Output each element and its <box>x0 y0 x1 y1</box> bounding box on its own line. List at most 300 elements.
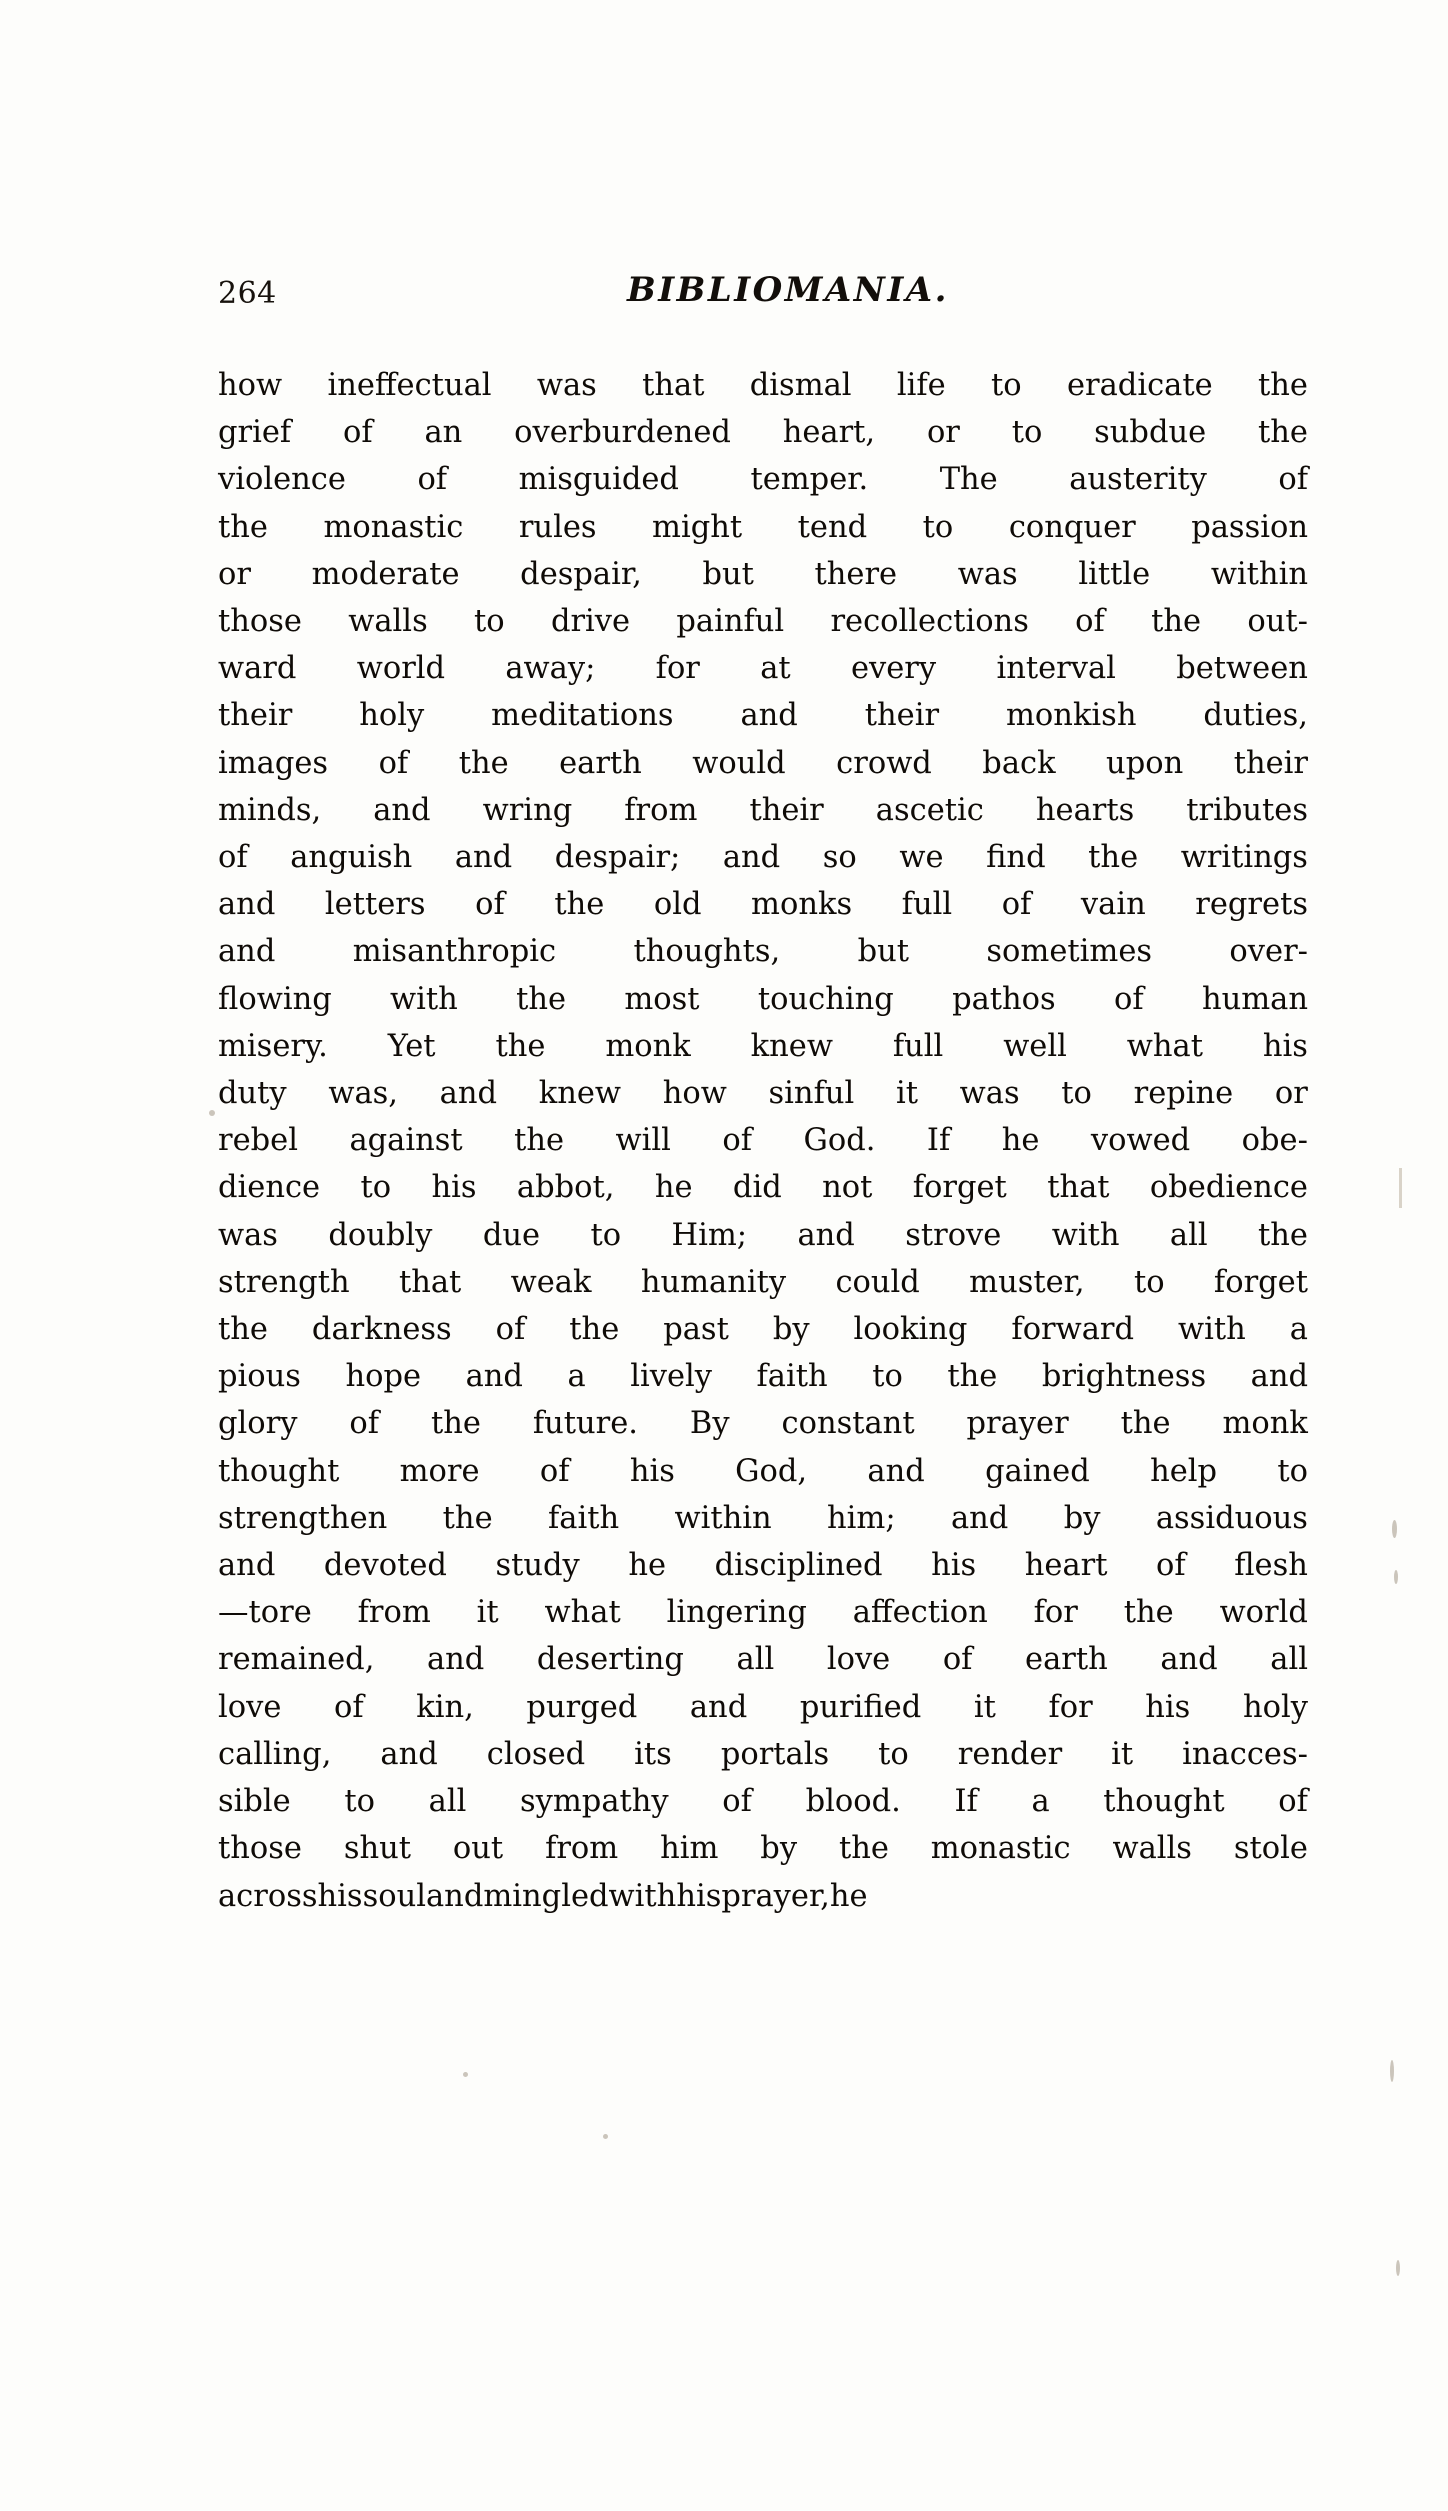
body-word: world <box>356 651 446 687</box>
body-word: it <box>895 1076 918 1112</box>
body-word: he <box>628 1548 667 1584</box>
body-word: prayer <box>966 1406 1069 1442</box>
body-word: little <box>1078 556 1151 592</box>
body-word: it <box>973 1689 996 1725</box>
body-line <box>218 1825 1308 1872</box>
body-word: the <box>218 1312 268 1348</box>
body-word: deserting <box>536 1642 684 1678</box>
body-word: God. <box>803 1123 876 1159</box>
body-word: how <box>218 368 283 403</box>
body-word: and <box>218 887 276 923</box>
body-word: muster, <box>969 1264 1085 1300</box>
body-word: help <box>1150 1453 1218 1489</box>
body-word: he <box>1001 1123 1040 1159</box>
body-line <box>218 598 1308 645</box>
body-word: of <box>343 415 373 451</box>
body-word: ascetic <box>875 792 984 828</box>
body-word: by <box>772 1312 810 1348</box>
body-word: his <box>431 1170 477 1206</box>
body-word: by <box>760 1831 798 1867</box>
body-line <box>218 645 1308 692</box>
body-word: the <box>838 1831 889 1867</box>
body-word: and <box>218 934 276 970</box>
body-word: and <box>689 1689 748 1725</box>
body-word: the <box>1258 415 1308 451</box>
body-word: minds, <box>218 792 322 828</box>
body-word: the <box>516 981 567 1017</box>
body-word: the <box>1123 1595 1174 1631</box>
body-word: it <box>1111 1736 1134 1772</box>
body-word: or <box>1274 1076 1308 1112</box>
body-word: of <box>1278 1784 1308 1820</box>
body-word: monk <box>605 1028 691 1064</box>
body-word: and <box>380 1736 438 1772</box>
body-word: it <box>476 1595 499 1631</box>
body-word: abbot, <box>516 1170 615 1206</box>
body-word: forget <box>1213 1264 1308 1300</box>
body-word: could <box>835 1264 920 1300</box>
body-word: blood. <box>805 1784 901 1820</box>
body-word: the <box>1257 368 1308 403</box>
body-word: grief <box>218 415 292 451</box>
body-word: Him; <box>671 1217 748 1253</box>
body-word: remained, <box>218 1642 375 1678</box>
body-line <box>218 1873 1308 1920</box>
body-line <box>218 1636 1308 1683</box>
body-word: those <box>218 1831 302 1867</box>
body-word: disciplined <box>714 1548 883 1584</box>
body-word: all <box>428 1784 467 1820</box>
body-word: passion <box>1191 509 1308 545</box>
body-line <box>218 409 1308 456</box>
body-word: earth <box>1025 1642 1108 1678</box>
body-word: out <box>452 1831 504 1867</box>
body-word: full <box>892 1028 944 1064</box>
body-word: the <box>495 1028 546 1064</box>
body-word: lively <box>630 1359 712 1395</box>
body-word: heart <box>1024 1548 1108 1584</box>
body-word: there <box>814 556 898 592</box>
body-word: monastic <box>323 509 464 545</box>
body-line <box>218 1589 1308 1636</box>
body-word: with <box>390 981 458 1017</box>
body-word: that <box>642 368 705 403</box>
page-number: 264 <box>218 276 277 311</box>
body-line <box>218 881 1308 928</box>
body-word: affection <box>852 1595 988 1631</box>
body-word: rules <box>518 509 597 545</box>
body-line <box>218 976 1308 1023</box>
body-word: purged <box>526 1689 638 1725</box>
body-word: that <box>398 1264 462 1300</box>
body-word: sometimes <box>986 934 1153 970</box>
scan-speck <box>1394 1570 1398 1584</box>
body-word: those <box>218 604 302 640</box>
body-word: calling, <box>218 1736 332 1772</box>
body-word: and <box>740 698 798 734</box>
body-word: the <box>442 1500 493 1536</box>
body-word: the <box>569 1312 620 1348</box>
body-word: tributes <box>1186 792 1308 828</box>
body-word: away; <box>505 651 596 687</box>
body-word: all <box>1169 1217 1208 1253</box>
body-line <box>218 1448 1308 1495</box>
body-word: past <box>663 1312 729 1348</box>
body-word: would <box>692 745 786 781</box>
body-line <box>218 1070 1308 1117</box>
body-word: of <box>1001 887 1032 923</box>
scan-speck <box>1392 1520 1397 1538</box>
body-line <box>218 1731 1308 1778</box>
body-word: constant <box>781 1406 915 1442</box>
body-line <box>218 928 1308 975</box>
body-word: will <box>615 1123 671 1159</box>
body-word: pathos <box>952 981 1056 1017</box>
body-word: weak <box>510 1264 592 1300</box>
body-word: how <box>662 1076 727 1112</box>
body-word: and <box>426 1878 484 1914</box>
body-word: knew <box>750 1028 833 1064</box>
body-word: for <box>1048 1689 1093 1725</box>
body-word: obedience <box>1149 1170 1308 1206</box>
body-word: and <box>867 1453 925 1489</box>
body-word: was <box>218 1217 278 1253</box>
body-word: mingled <box>483 1878 609 1914</box>
body-line <box>218 834 1308 881</box>
body-word: and <box>465 1359 523 1395</box>
body-word: from <box>545 1831 619 1867</box>
body-line <box>218 504 1308 551</box>
body-word: but <box>702 556 754 592</box>
body-line <box>218 1306 1308 1353</box>
body-line <box>218 1023 1308 1070</box>
body-word: If <box>926 1123 951 1159</box>
body-word: its <box>634 1736 672 1772</box>
body-word: purified <box>799 1689 922 1725</box>
body-word: to <box>590 1217 622 1253</box>
body-word: to <box>1133 1264 1165 1300</box>
body-word: to <box>878 1736 909 1772</box>
body-word: of <box>334 1689 364 1725</box>
body-word: tend <box>797 509 868 545</box>
body-word: was, <box>328 1076 398 1112</box>
body-word: out- <box>1247 604 1308 640</box>
body-word: closed <box>486 1736 586 1772</box>
body-word: between <box>1176 651 1308 687</box>
body-word: portals <box>720 1736 830 1772</box>
body-word: his <box>1262 1028 1308 1064</box>
body-word: ward <box>218 651 297 687</box>
scan-speck <box>463 2072 468 2077</box>
body-word: sinful <box>768 1076 855 1112</box>
body-word: inacces- <box>1182 1736 1308 1772</box>
body-word: was <box>959 1076 1020 1112</box>
body-word: love <box>218 1689 282 1725</box>
body-word: render <box>957 1736 1063 1772</box>
body-word: misanthropic <box>352 934 557 970</box>
body-word: of <box>539 1453 570 1489</box>
body-word: a <box>1031 1784 1050 1820</box>
body-word: kin, <box>416 1689 474 1725</box>
body-word: him; <box>827 1500 896 1536</box>
body-word: find <box>986 840 1046 876</box>
body-word: misguided <box>518 462 679 498</box>
body-word: the <box>1151 604 1202 640</box>
body-word: faith <box>547 1500 620 1536</box>
book-title-header: BIBLIOMANIA. <box>626 270 950 310</box>
page-content <box>218 268 1318 1920</box>
body-word: all <box>1270 1642 1308 1678</box>
body-word: moderate <box>311 556 460 592</box>
scan-speck <box>1396 2260 1400 2276</box>
body-line <box>218 456 1308 503</box>
body-word: the <box>430 1406 481 1442</box>
body-word: or <box>218 556 251 592</box>
scan-edge-mark <box>1399 1168 1402 1208</box>
body-paragraph <box>218 362 1308 1920</box>
body-word: ineffectual <box>327 368 492 403</box>
body-word: faith <box>756 1359 828 1395</box>
body-word: and <box>454 840 513 876</box>
body-word: within <box>1210 556 1308 592</box>
body-word: love <box>826 1642 891 1678</box>
body-word: their <box>1233 745 1308 781</box>
body-word: his <box>317 1878 363 1914</box>
body-word: soul <box>362 1878 426 1914</box>
scan-speck <box>209 1110 215 1116</box>
body-word: he <box>654 1170 693 1206</box>
body-word: duties, <box>1203 698 1308 734</box>
body-word: conquer <box>1008 509 1136 545</box>
body-word: monastic <box>930 1831 1071 1867</box>
body-word: repine <box>1133 1076 1234 1112</box>
body-word: of <box>1278 462 1308 498</box>
body-word: monks <box>751 887 853 923</box>
body-word: flesh <box>1234 1548 1308 1584</box>
body-word: a <box>1289 1312 1308 1348</box>
body-word: meditations <box>491 698 674 734</box>
body-word: crowd <box>836 745 932 781</box>
running-head <box>218 268 1318 328</box>
body-word: was <box>536 368 597 403</box>
body-word: thought <box>218 1453 340 1489</box>
body-word: dience <box>218 1170 321 1206</box>
body-word: of <box>349 1406 380 1442</box>
body-word: holy <box>359 698 425 734</box>
body-word: overburdened <box>514 415 731 451</box>
body-word: despair; <box>554 840 681 876</box>
body-word: looking <box>853 1312 968 1348</box>
body-word: for <box>1033 1595 1078 1631</box>
body-word: their <box>864 698 940 734</box>
body-word: an <box>424 415 463 451</box>
body-word: of <box>475 887 505 923</box>
body-word: future. <box>532 1406 638 1442</box>
body-word: at <box>760 651 791 687</box>
body-word: his <box>676 1878 722 1914</box>
body-word: prayer, <box>721 1878 830 1914</box>
body-word: rebel <box>218 1123 298 1159</box>
body-word: study <box>495 1548 580 1584</box>
body-word: subdue <box>1094 415 1207 451</box>
body-word: doubly <box>328 1217 433 1253</box>
body-word: human <box>1201 981 1308 1017</box>
body-word: he <box>829 1878 868 1914</box>
body-word: to <box>991 368 1022 403</box>
body-word: hearts <box>1035 792 1135 828</box>
body-word: well <box>1003 1028 1067 1064</box>
body-word: devoted <box>323 1548 447 1584</box>
body-word: to <box>1011 415 1043 451</box>
body-word: strengthen <box>218 1500 388 1536</box>
body-word: more <box>399 1453 480 1489</box>
body-word: Yet <box>387 1028 436 1064</box>
body-line <box>218 740 1308 787</box>
body-word: of <box>417 462 448 498</box>
body-word: did <box>732 1170 782 1206</box>
body-word: of <box>942 1642 973 1678</box>
body-word: world <box>1219 1595 1308 1631</box>
body-word: pious <box>218 1359 301 1395</box>
body-word: and <box>950 1500 1009 1536</box>
body-word: and <box>1160 1642 1218 1678</box>
body-word: what <box>1126 1028 1203 1064</box>
body-word: every <box>850 651 937 687</box>
body-word: By <box>689 1406 730 1442</box>
body-word: within <box>674 1500 772 1536</box>
body-word: hope <box>345 1359 422 1395</box>
body-word: not <box>822 1170 873 1206</box>
body-word: austerity <box>1069 462 1207 498</box>
body-word: monkish <box>1006 698 1137 734</box>
body-word: the <box>218 509 268 545</box>
body-word: so <box>822 840 857 876</box>
body-word: anguish <box>290 840 413 876</box>
body-word: painful <box>676 604 785 640</box>
body-word: and <box>426 1642 485 1678</box>
body-word: to <box>344 1784 376 1820</box>
body-word: forward <box>1011 1312 1135 1348</box>
body-word: duty <box>218 1076 287 1112</box>
body-word: to <box>922 509 954 545</box>
body-word: humanity <box>640 1264 787 1300</box>
body-word: to <box>1061 1076 1092 1112</box>
body-word: dismal <box>749 368 852 403</box>
body-word: with <box>1051 1217 1120 1253</box>
body-word: the <box>1088 840 1139 876</box>
body-word: flowing <box>218 981 332 1017</box>
body-word: The <box>939 462 998 498</box>
body-word: full <box>901 887 953 923</box>
body-word: all <box>736 1642 775 1678</box>
body-word: might <box>652 509 743 545</box>
body-word: of <box>722 1123 753 1159</box>
body-word: the <box>1258 1217 1308 1253</box>
body-word: strove <box>905 1217 1002 1253</box>
body-word: due <box>482 1217 541 1253</box>
body-word: and <box>373 792 431 828</box>
body-word: the <box>458 745 509 781</box>
body-word: against <box>349 1123 463 1159</box>
body-word: to <box>360 1170 392 1206</box>
body-line <box>218 1164 1308 1211</box>
body-word: recollections <box>830 604 1029 640</box>
body-word: and <box>218 1548 276 1584</box>
body-word: images <box>218 745 329 781</box>
body-word: by <box>1063 1500 1101 1536</box>
body-word: gained <box>985 1453 1090 1489</box>
scan-speck <box>603 2134 608 2139</box>
body-word: walls <box>1112 1831 1192 1867</box>
body-word: walls <box>348 604 428 640</box>
body-word: and <box>722 840 781 876</box>
body-word: temper. <box>750 462 869 498</box>
body-word: over- <box>1229 934 1308 970</box>
body-word: what <box>544 1595 621 1631</box>
body-word: strength <box>218 1264 350 1300</box>
body-word: of <box>378 745 409 781</box>
body-word: a <box>567 1359 586 1395</box>
body-word: to <box>872 1359 903 1395</box>
body-word: was <box>957 556 1018 592</box>
body-word: across <box>218 1878 318 1914</box>
body-word: monk <box>1222 1406 1308 1442</box>
body-word: violence <box>218 462 346 498</box>
body-word: the <box>514 1123 565 1159</box>
body-word: of <box>722 1784 752 1820</box>
body-line <box>218 551 1308 598</box>
body-word: and <box>1250 1359 1308 1395</box>
body-word: but <box>857 934 910 970</box>
body-word: of <box>1156 1548 1186 1584</box>
body-word: to <box>1277 1453 1308 1489</box>
body-word: touching <box>757 981 894 1017</box>
body-word: stole <box>1233 1831 1308 1867</box>
body-word: life <box>896 368 946 403</box>
body-word: earth <box>559 745 642 781</box>
body-word: glory <box>218 1406 298 1442</box>
body-word: their <box>218 698 293 734</box>
body-word: thoughts, <box>633 934 781 970</box>
body-word: God, <box>735 1453 808 1489</box>
body-line <box>218 1212 1308 1259</box>
body-word: most <box>624 981 700 1017</box>
body-word: his <box>931 1548 977 1584</box>
body-word: old <box>653 887 702 923</box>
body-word: of <box>1075 604 1105 640</box>
body-line <box>218 692 1308 739</box>
body-word: darkness <box>311 1312 452 1348</box>
body-word: regrets <box>1195 887 1308 923</box>
body-word: from <box>624 792 698 828</box>
body-word: back <box>982 745 1056 781</box>
body-word: knew <box>538 1076 622 1112</box>
body-word: sible <box>218 1784 291 1820</box>
body-word: of <box>1114 981 1144 1017</box>
body-word: to <box>474 604 505 640</box>
body-word: wring <box>482 792 573 828</box>
body-word: and <box>439 1076 498 1112</box>
body-word: and <box>797 1217 855 1253</box>
body-word: his <box>1145 1689 1191 1725</box>
body-word: obe- <box>1241 1123 1308 1159</box>
body-word: writings <box>1180 840 1308 876</box>
body-word: vain <box>1080 887 1146 923</box>
body-line <box>218 1542 1308 1589</box>
body-word: shut <box>343 1831 412 1867</box>
body-word: the <box>554 887 605 923</box>
body-word: assiduous <box>1155 1500 1308 1536</box>
